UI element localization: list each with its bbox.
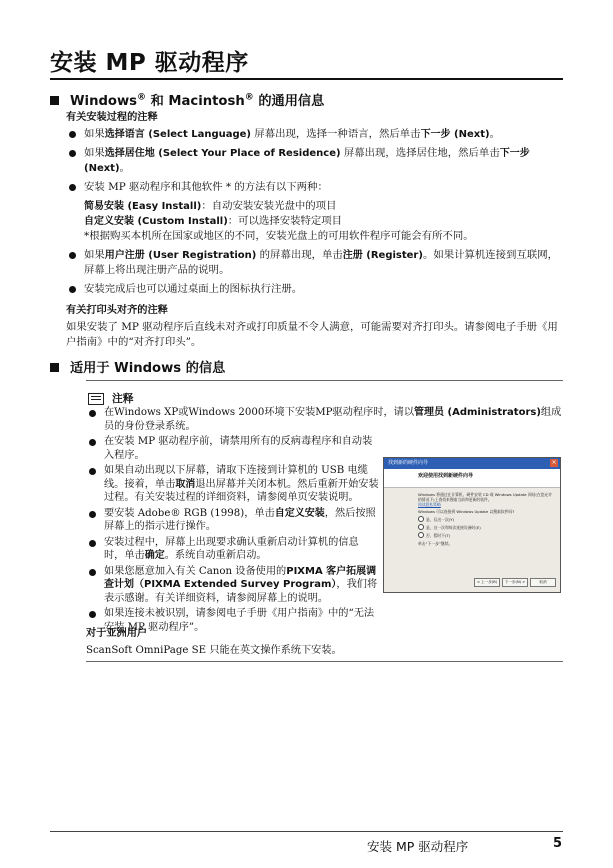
radio-icon — [418, 532, 424, 538]
dialog-buttons — [474, 578, 556, 587]
asia-users-block — [86, 626, 563, 658]
square-bullet-icon — [50, 363, 59, 372]
registered-mark: ® — [244, 92, 254, 103]
asia-text: ScanSoft OmniPage SE 只能在英文操作系统下安装。 — [86, 645, 342, 656]
install-notes-heading: 有关安装过程的注释 — [66, 112, 158, 123]
list-item: 如果连接未被识别，请参阅电子手册《用户指南》中的“无法安装 MP 驱动程序”。 — [86, 607, 379, 634]
page-number: 5 — [553, 836, 563, 851]
dialog-text: 单击“下一步”继续。 — [418, 541, 453, 546]
registered-mark: ® — [137, 92, 146, 103]
list-item: 如果选择居住地 (Select Your Place of Residence) 屏幕出现，选择居住地，然后单击下一步 (Next)。 — [66, 146, 563, 176]
easy-install-line: 简易安装 (Easy Install)：自动安装安装光盘中的项目 — [84, 200, 337, 212]
note-header — [88, 391, 134, 406]
dialog-text: Windows 可以连接到 Windows Update 以搜索软件吗? — [418, 509, 515, 514]
list-item: 在Windows XP或Windows 2000环境下安装MP驱动程序时，请以管理员 (Administrators)组成员的身份登录系统。 — [86, 406, 564, 433]
dialog-back-button: < 上一步(B) — [474, 578, 500, 587]
dialog-title: 找到新的硬件向导 — [384, 458, 560, 469]
title-rule — [50, 78, 563, 80]
section-title-part: Windows — [70, 94, 137, 109]
alignment-text: 如果安装了 MP 驱动程序后直线未对齐或打印质量不令人满意，可能需要对齐打印头。请参阅电子手册《用户指南》中的“对齐打印头”。 — [66, 321, 558, 348]
close-icon: × — [551, 459, 557, 466]
radio-icon — [418, 524, 424, 530]
dialog-next-button: 下一步(N) > — [502, 578, 528, 587]
list-item: 要安装 Adobe® RGB (1998)，单击自定义安装，然后按照屏幕上的指示进行操作。 — [86, 507, 379, 534]
list-item: 在安装 MP 驱动程序前，请禁用所有的反病毒程序和自动装入程序。 — [86, 435, 379, 462]
list-item: 安装 MP 驱动程序和其他软件 * 的方法有以下两种： 简易安装 (Easy Install)：自动安装安装光盘中的项目 自定义安装 (Custom Install)：可以选择安装特定项目 *根据购买本机所在国家或地区的不同，安装光盘上的可用软件程序可能会有所不同。 — [66, 180, 563, 244]
hardware-wizard-screenshot — [383, 457, 561, 593]
radio-icon — [418, 516, 424, 522]
dialog-body — [384, 488, 560, 546]
note-icon — [88, 393, 104, 405]
section-heading-windows — [50, 357, 225, 376]
dialog-option: 是，这一次和每次连接设备时(E) — [418, 524, 555, 530]
asia-heading: 对于亚洲用户 — [86, 628, 148, 639]
dialog-cancel-button: 取消 — [530, 578, 556, 587]
common-info-block — [66, 110, 563, 350]
footnote: *根据购买本机所在国家或地区的不同，安装光盘上的可用软件程序可能会有所不同。 — [84, 230, 474, 242]
list-item: 如果选择语言 (Select Language) 屏幕出现，选择一种语言，然后单击下一步 (Next)。 — [66, 127, 563, 142]
square-bullet-icon — [50, 96, 59, 105]
section-title-part: 的通用信息 — [253, 94, 325, 109]
dialog-text: Windows 将通过在计算机、硬件安装 CD 或 Windows Update 网站(在您允许的情况下)上查找来搜索当前和更新的软件。 — [418, 492, 553, 502]
note-label: 注释 — [112, 392, 134, 405]
dialog-option: 否，暂时不(T) — [418, 532, 555, 538]
dialog-link: 阅读隐私策略 — [418, 502, 441, 507]
list-item: 安装过程中，屏幕上出现要求确认重新启动计算机的信息时，单击确定。系统自动重新启动。 — [86, 536, 379, 563]
custom-install-line: 自定义安装 (Custom Install)：可以选择安装特定项目 — [84, 215, 343, 227]
page-title: 安装 MP 驱动程序 — [50, 50, 249, 76]
footer-title: 安装 MP 驱动程序 — [367, 839, 469, 854]
alignment-heading: 有关打印头对齐的注释 — [66, 305, 168, 316]
dialog-option: 是，仅这一次(Y) — [418, 516, 555, 522]
footer-rule — [50, 831, 563, 832]
section-title: 适用于 Windows 的信息 — [70, 361, 226, 376]
list-item: 如果自动出现以下屏幕，请取下连接到计算机的 USB 电缆线。接着，单击取消退出屏幕并关闭本机。然后重新开始安装过程。有关安装过程的详细资料，请参阅单页安装说明。 — [86, 464, 379, 505]
section-heading-common — [50, 90, 324, 109]
dialog-heading: 欢迎使用找到新硬件向导 — [384, 469, 560, 488]
install-notes-list — [66, 127, 563, 297]
section-title-part: 和 Macintosh — [146, 94, 245, 109]
list-item: 安装完成后也可以通过桌面上的图标执行注册。 — [66, 282, 563, 297]
list-item: 如果用户注册 (User Registration) 的屏幕出现，单击注册 (Register)。如果计算机连接到互联网，屏幕上将出现注册产品的说明。 — [66, 248, 563, 278]
list-item: 如果您愿意加入有关 Canon 设备使用的PIXMA 客户拓展调查计划（PIXMA Extended Survey Program），我们将表示感谢。有关详细资料，请参阅屏幕上的说明。 — [86, 565, 379, 606]
